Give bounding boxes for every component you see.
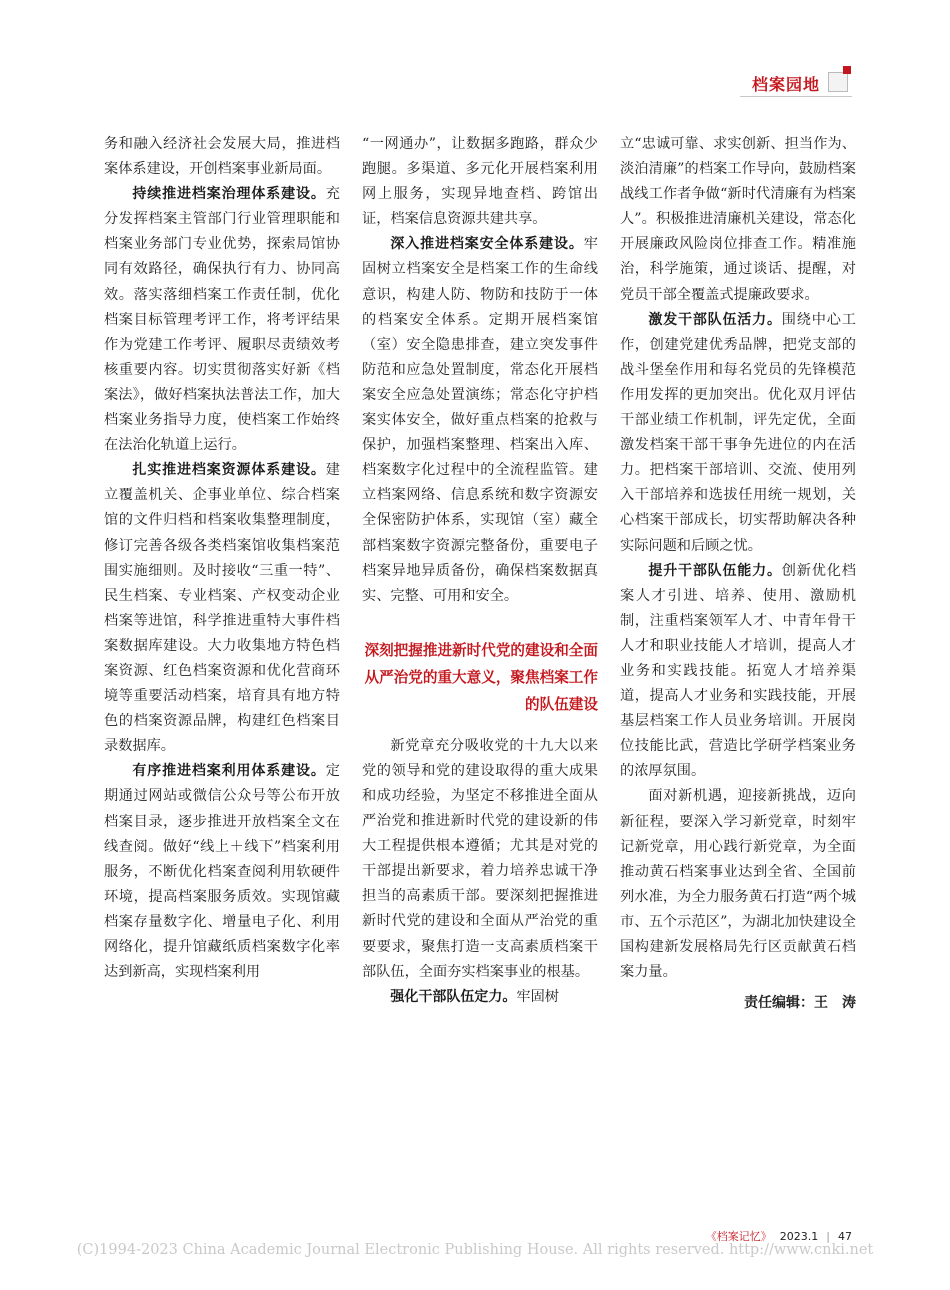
paragraph-body: 定期通过网站或微信公众号等公布开放档案目录，逐步推进开放档案全文在线查阅。做好“线上＋线下”档案利用服务，不断优化档案查阅利用软硬件环境，提高档案服务质效。实现馆藏档案存量数字化、增量电子化、利用网络化，提升馆藏纸质档案数字化率达到新高，实现档案利用: [104, 763, 340, 981]
paragraph-body: 建立覆盖机关、企事业单位、综合档案馆的文件归档和档案收集整理制度，修订完善各级各类档案馆收集档案范围实施细则。及时接收“三重一特”、民生档案、专业档案、产权变动企业档案等进馆，科学推进重特大事件档案数据库建设。大力收集地方特色档案资源、红色档案资源和优化营商环境等重要活动档案，培育具有地方特色的档案资源品牌，构建红色档案目录数据库。: [104, 462, 340, 755]
paragraph: [104, 458, 340, 759]
text-column-2: [362, 132, 598, 1010]
paragraph-lead: 强化干部队伍定力。: [390, 988, 517, 1005]
editor-name: 责任编辑：王 涛: [744, 995, 856, 1012]
paragraph-lead: 有序推进档案利用体系建设。: [132, 763, 326, 780]
paragraph: [620, 559, 856, 785]
footer-separator: |: [826, 1229, 830, 1243]
header-decoration-box: [828, 72, 848, 92]
section-label: 档案园地: [752, 75, 821, 94]
paragraph: 新党章充分吸收党的十九大以来党的领导和党的建设取得的重大成果和成功经验，为坚定不移推进全面从严治党和推进新时代党的建设新的伟大工程提供根本遵循；尤其是对党的干部提出新要求，着力培养忠诚干净担当的高素质干部。要深刻把握推进新时代党的建设和全面从严治党的重要要求，聚焦打造一支高素质档案干部队伍，全面夯实档案事业的根基。: [362, 737, 598, 980]
paragraph: [362, 985, 598, 1010]
editor-credit: [620, 991, 856, 1016]
copyright-watermark: (C)1994-2023 China Academic Journal Electronic Publishing House. All rights reserved. http://www.cnki.net: [76, 1242, 874, 1258]
paragraph-lead: 持续推进档案治理体系建设。: [132, 186, 326, 203]
paragraph: “一网通办”，让数据多跑路，群众少跑腿。多渠道、多元化开展档案利用网上服务，实现异地查档、跨馆出证，档案信息资源共建共享。: [362, 136, 598, 228]
header-rule: [740, 96, 852, 97]
paragraph: 立“忠诚可靠、求实创新、担当作为、淡泊清廉”的档案工作导向，鼓励档案战线工作者争做“新时代清廉有为档案人”。积极推进清廉机关建设，常态化开展廉政风险岗位排查工作。精准施治，科学施策，通过谈话、提醒，对党员干部全覆盖式提廉政要求。: [620, 136, 856, 303]
paragraph: [620, 308, 856, 559]
paragraph: [104, 759, 340, 985]
paragraph: [362, 232, 598, 608]
paragraph-lead: 提升干部队伍能力。: [648, 562, 782, 579]
page-number: 47: [838, 1229, 852, 1243]
paragraph-lead: 扎实推进档案资源体系建设。: [132, 462, 326, 479]
text-column-3: [620, 132, 856, 1016]
paragraph: 面对新机遇，迎接新挑战，迈向新征程，要深入学习新党章，时刻牢记新党章，用心践行新党章，为全面推动黄石档案事业达到全省、全国前列水准，为全力服务黄石打造“两个城市、五个示范区”，为湖北加快建设全国构建新发展格局先行区贡献黄石档案力量。: [620, 788, 856, 981]
paragraph: [104, 182, 340, 458]
paragraph-lead: 深入推进档案安全体系建设。: [390, 236, 584, 253]
header-decoration-square: [843, 66, 851, 74]
paragraph-body: 充分发挥档案主管部门行业管理职能和档案业务部门专业优势，探索局馆协同有效路径，确保执行有力、协同高效。落实落细档案工作责任制，优化档案目标管理考评工作，将考评结果作为党建工作考评、履职尽责绩效考核重要内容。切实贯彻落实好新《档案法》，做好档案执法普法工作，加大档案业务指导力度，使档案工作始终在法治化轨道上运行。: [104, 186, 340, 454]
paragraph: 务和融入经济社会发展大局，推进档案体系建设，开创档案事业新局面。: [104, 136, 340, 178]
text-column-1: [104, 132, 340, 985]
paragraph-body: 创新优化档案人才引进、培养、使用、激励机制，注重档案领军人才、中青年骨干人才和职业技能人才培训，提高人才业务和实践技能。拓宽人才培养渠道，提高人才业务和实践技能，开展基层档案工作人员业务培训。开展岗位技能比武，营造比学研学档案业务的浓厚氛围。: [620, 562, 856, 780]
section-heading: 深刻把握推进新时代党的建设和全面从严治党的重大意义，聚焦档案工作的队伍建设: [364, 641, 598, 713]
issue-number: 2023.1: [779, 1229, 819, 1243]
journal-name: 《档案记忆》: [705, 1230, 772, 1243]
paragraph-body: 围绕中心工作，创建党建优秀品牌，把党支部的战斗堡垒作用和每名党员的先锋模范作用发挥的更加突出。优化双月评估干部业绩工作机制，评先定优，全面激发档案干部干事争先进位的内在活力。把档案干部培训、交流、使用列入干部培养和选拔任用统一规划，关心档案干部成长，切实帮助解决各种实际问题和后顾之忧。: [620, 311, 856, 554]
paragraph-body: 牢固树立档案安全是档案工作的生命线意识，构建人防、物防和技防于一体的档案安全体系。定期开展档案馆（室）安全隐患排查，建立突发事件防范和应急处置制度，常态化开展档案安全应急处置演练；常态化守护档案实体安全，做好重点档案的抢救与保护，加强档案整理、档案出入库、档案数字化过程中的全流程监管。建立档案网络、信息系统和数字资源安全保密防护体系，实现馆（室）藏全部档案数字资源完整备份，重要电子档案异地异质备份，确保档案数据真实、完整、可用和安全。: [362, 236, 598, 604]
paragraph-body: 牢固树: [516, 988, 559, 1005]
paragraph-lead: 激发干部队伍活力。: [648, 311, 782, 328]
